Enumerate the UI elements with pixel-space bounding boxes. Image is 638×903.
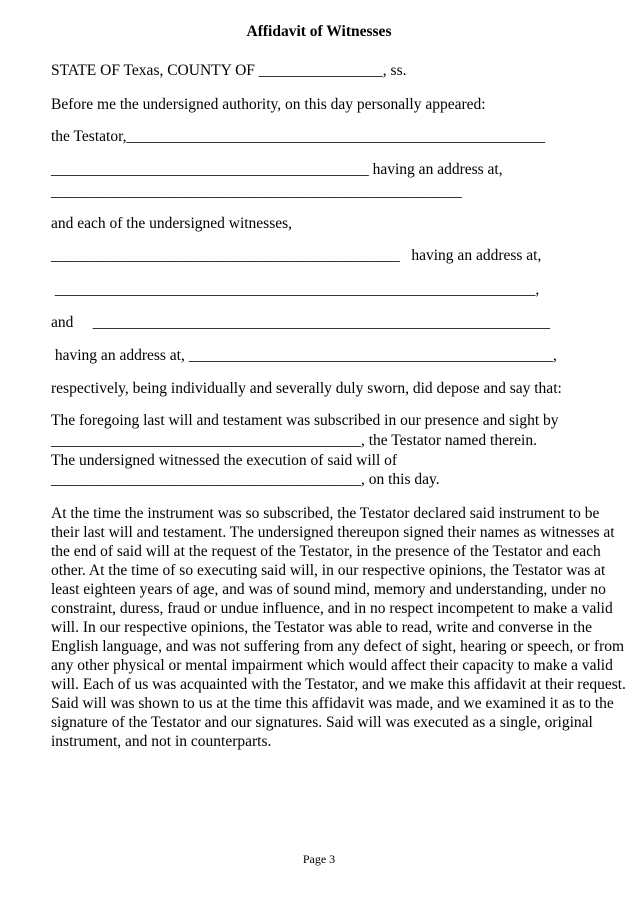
- witness1-line: _____________________________________________ having an address at,: [51, 247, 542, 264]
- witness2-line: and ___________________________________________________________: [51, 314, 551, 331]
- testator-address-line: _________________________________________ having an address at,: [51, 161, 503, 178]
- document-title: Affidavit of Witnesses: [246, 23, 392, 40]
- testator-line: the Testator,______________________________________________________: [51, 128, 545, 145]
- witness1-address-line: ______________________________________________________________,: [51, 281, 540, 298]
- page-number: Page 3: [302, 852, 336, 866]
- before-me-line: Before me the undersigned authority, on this day personally appeared:: [51, 96, 486, 113]
- witness2-address-line: having an address at, _______________________________________________,: [51, 347, 557, 364]
- foregoing-line-2: ________________________________________, the Testator named therein.: [51, 432, 537, 449]
- declaration-paragraph: At the time the instrument was so subscribed, the Testator declared said instrument to be their last will and testament. The undersigned thereupon signed their names as witnesses at the end of said will at the request of the Testator, in the presence of the Testator and each other. At the time of so executing said will, in our respective opinions, the Testator was at least eighteen years of age, and was of sound mind, memory and understanding, under no constraint, duress, fraud or undue influence, and in no respect incompetent to make a valid will. In our respective opinions, the Testator was able to read, write and converse in the English language, and was not suffering from any defect of sight, hearing or speech, or from any other physical or mental impairment which would affect their capacity to make a valid will. Each of us was acquainted with the Testator, and we make this affidavit at their request. Said will was shown to us at the time this affidavit was made, and we examined it as to the signature of the Testator and our signatures. Said will was executed as a single, original instrument, and not in counterparts.: [51, 505, 626, 750]
- foregoing-line-1: The foregoing last will and testament was subscribed in our presence and sight by: [51, 412, 559, 429]
- foregoing-line-3: The undersigned witnessed the execution of said will of: [51, 452, 398, 469]
- foregoing-line-4: ________________________________________, on this day.: [51, 471, 440, 488]
- state-county-line: STATE OF Texas, COUNTY OF ________________, ss.: [51, 62, 407, 79]
- witnesses-intro-line: and each of the undersigned witnesses,: [51, 215, 293, 232]
- testator-blank-line: _____________________________________________________: [51, 183, 462, 200]
- respectively-line: respectively, being individually and severally duly sworn, did depose and say that:: [51, 380, 562, 397]
